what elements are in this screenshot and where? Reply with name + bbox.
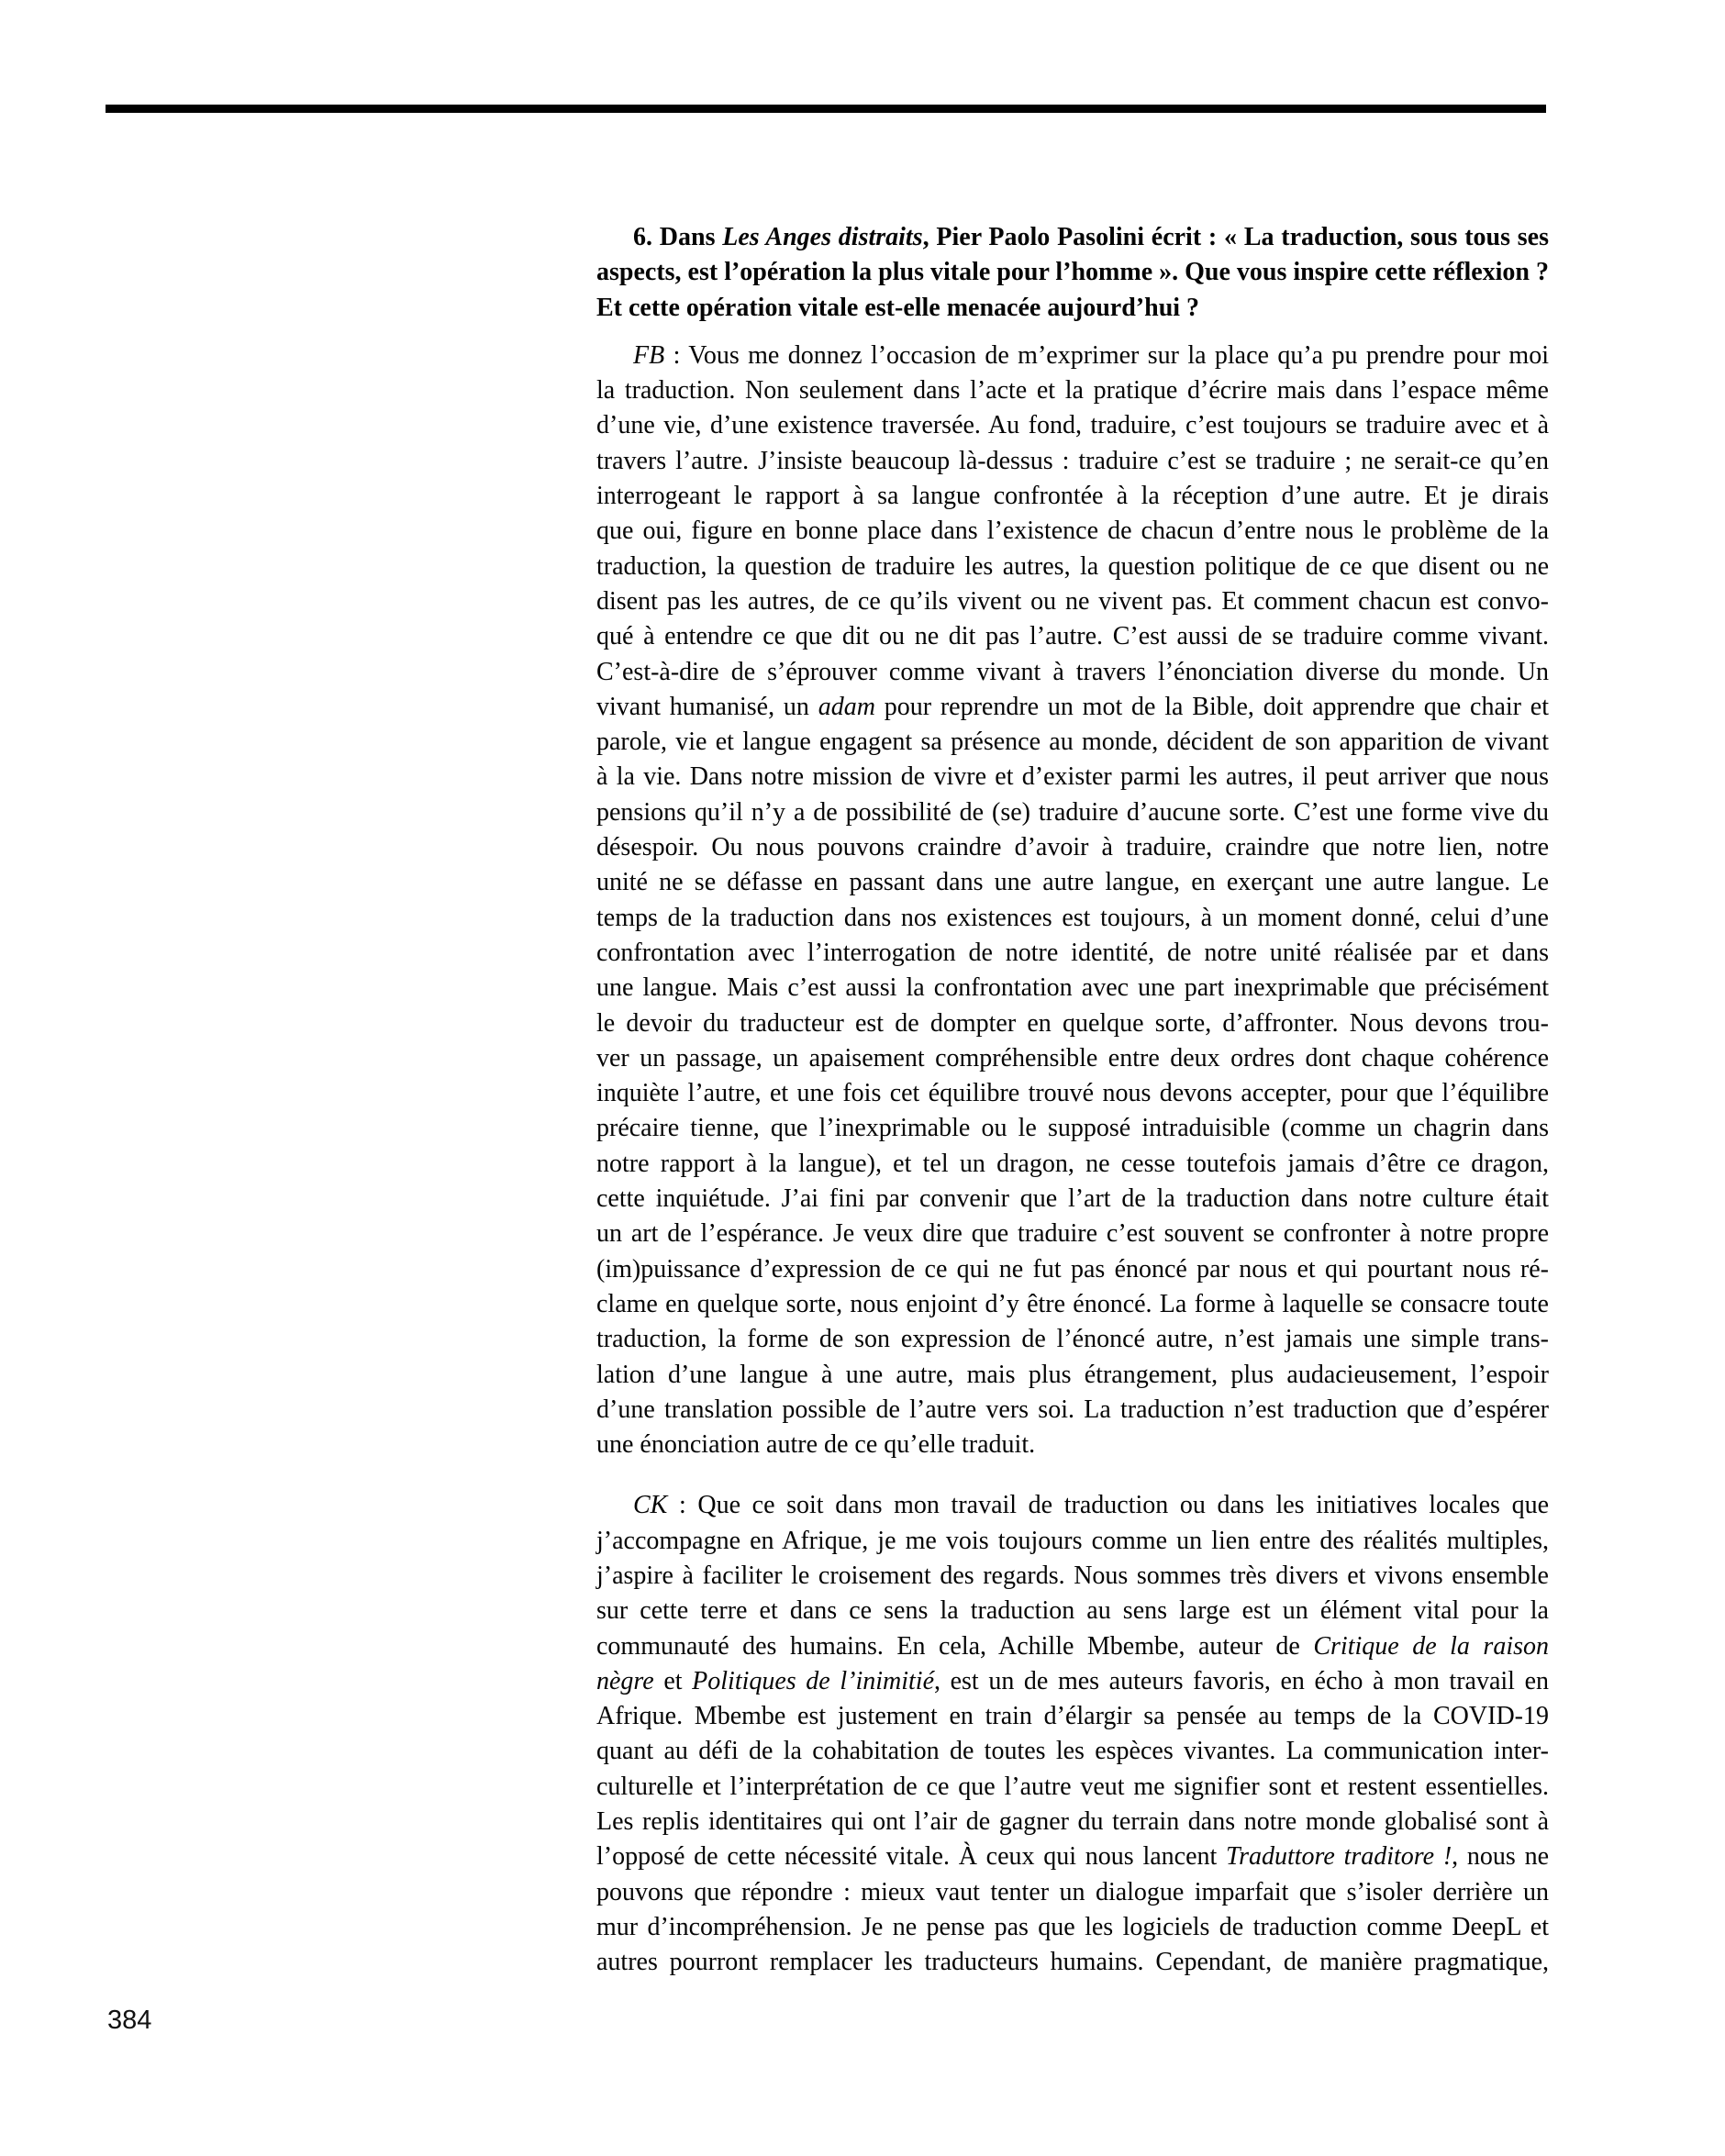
text-segment: ver un passage, un apaisement compréhensible entre deux ordres dont chaque cohérence bbox=[596, 1043, 1549, 1072]
text-line bbox=[596, 479, 1549, 514]
text-segment: pour reprendre un mot de la Bible, doit apprendre que chair et bbox=[874, 692, 1549, 721]
text-segment: disent pas les autres, de ce qu’ils vivent ou ne vivent pas. Et comment chacun est convo- bbox=[596, 586, 1549, 616]
text-line bbox=[596, 1664, 1549, 1699]
text-line bbox=[596, 255, 1549, 290]
text-line bbox=[596, 655, 1549, 690]
text-line bbox=[596, 584, 1549, 619]
text-segment: travers l’autre. J’insiste beaucoup là-dessus : traduire c’est se traduire ; ne serait-ce qu’en bbox=[596, 446, 1549, 475]
text-segment: un art de l’espérance. Je veux dire que traduire c’est souvent se confronter à notre propre bbox=[596, 1219, 1549, 1249]
text-segment: , nous ne bbox=[1452, 1842, 1549, 1872]
text-segment: qué à entendre ce que dit ou ne dit pas l’autre. C’est aussi de se traduire comme vivant. bbox=[596, 622, 1549, 651]
text-segment: communauté des humains. En cela, Achille Mbembe, auteur de bbox=[596, 1631, 1314, 1661]
text-line bbox=[596, 1182, 1549, 1217]
text-segment: que oui, figure en bonne place dans l’existence de chacun d’entre nous le problème de la bbox=[596, 517, 1549, 546]
text-segment: quant au défi de la cohabitation de toutes les espèces vivantes. La communication inter- bbox=[596, 1737, 1549, 1766]
text-segment: sur cette terre et dans ce sens la traduction au sens large est un élément vital pour la bbox=[596, 1596, 1549, 1626]
text-line bbox=[596, 865, 1549, 900]
text-segment: mur d’incompréhension. Je ne pense pas que les logiciels de traduction comme DeepL et bbox=[596, 1912, 1549, 1941]
italic-text-segment: Critique de la raison bbox=[1313, 1631, 1549, 1661]
text-segment: culturelle et l’interprétation de ce que l’autre veut me signifier sont et restent essentielles. bbox=[596, 1772, 1549, 1801]
text-line bbox=[596, 1217, 1549, 1251]
interview-question bbox=[596, 220, 1549, 326]
text-line bbox=[596, 760, 1549, 795]
text-line bbox=[596, 1594, 1549, 1628]
text-segment: Afrique. Mbembe est justement en train d’élargir sa pensée au temps de la COVID-19 bbox=[596, 1702, 1549, 1731]
text-segment: parole, vie et langue engagent sa présence au monde, décident de son apparition de vivant bbox=[596, 728, 1549, 757]
text-segment: clame en quelque sorte, nous enjoint d’y être énoncé. La forme à laquelle se consacre toute bbox=[596, 1289, 1549, 1318]
text-line bbox=[596, 1006, 1549, 1041]
text-line bbox=[596, 901, 1549, 936]
text-segment: inquiète l’autre, et une fois cet équilibre trouvé nous devons accepter, pour que l’équilibre bbox=[596, 1079, 1549, 1108]
text-segment: désespoir. Ou nous pouvons craindre d’avoir à traduire, craindre que notre lien, notre bbox=[596, 833, 1549, 862]
text-line bbox=[596, 1287, 1549, 1322]
text-line bbox=[596, 514, 1549, 549]
text-line bbox=[596, 1559, 1549, 1594]
text-line bbox=[596, 444, 1549, 479]
text-segment: précaire tienne, que l’inexprimable ou le supposé intraduisible (comme un chagrin dans bbox=[596, 1114, 1549, 1143]
text-segment: traduction, la forme de son expression de l’énoncé autre, n’est jamais une simple trans- bbox=[596, 1325, 1549, 1354]
text-segment: la traduction. Non seulement dans l’acte et la pratique d’écrire mais dans l’espace même bbox=[596, 376, 1549, 406]
text-line bbox=[596, 1041, 1549, 1076]
text-line bbox=[596, 1147, 1549, 1182]
text-line bbox=[596, 1805, 1549, 1839]
text-segment: le devoir du traducteur est de dompter en quelque sorte, d’affronter. Nous devons trou- bbox=[596, 1008, 1549, 1038]
text-line bbox=[596, 339, 1549, 373]
text-segment: interrogeant le rapport à sa langue confrontée à la réception d’une autre. Et je dirais bbox=[596, 482, 1549, 511]
text-line bbox=[596, 1734, 1549, 1769]
italic-text-segment: Traduttore traditore ! bbox=[1226, 1842, 1452, 1872]
text-line bbox=[596, 1111, 1549, 1146]
italic-text-segment: CK bbox=[633, 1491, 668, 1520]
text-line bbox=[596, 291, 1549, 326]
text-segment: , Pier Paolo Pasolini écrit : « La traduction, sous tous ses bbox=[922, 223, 1549, 251]
text-segment: unité ne se défasse en passant dans une autre langue, en exerçant une autre langue. Le bbox=[596, 868, 1549, 897]
text-line bbox=[596, 725, 1549, 760]
text-segment: j’accompagne en Afrique, je me vois toujours comme un lien entre des réalités multiples, bbox=[596, 1526, 1549, 1555]
text-line bbox=[596, 1699, 1549, 1734]
text-segment: pouvons que répondre : mieux vaut tenter un dialogue imparfait que s’isoler derrière un bbox=[596, 1877, 1549, 1906]
text-segment: j’aspire à faciliter le croisement des regards. Nous sommes très divers et vivons ensemble bbox=[596, 1561, 1549, 1590]
text-line bbox=[596, 1358, 1549, 1393]
text-segment: d’une vie, d’une existence traversée. Au fond, traduire, c’est toujours se traduire avec et à bbox=[596, 411, 1549, 440]
italic-text-segment: Politiques de l’inimitié bbox=[692, 1666, 934, 1695]
text-line bbox=[596, 690, 1549, 725]
text-segment: aspects, est l’opération la plus vitale pour l’homme ». Que vous inspire cette réflexion ? bbox=[596, 258, 1549, 287]
text-line bbox=[596, 1322, 1549, 1357]
text-line bbox=[596, 1910, 1549, 1945]
text-line bbox=[596, 1629, 1549, 1664]
italic-text-segment: FB bbox=[633, 340, 665, 370]
text-segment: : Vous me donnez l’occasion de m’exprimer sur la place qu’a pu prendre pour moi bbox=[664, 340, 1549, 370]
italic-text-segment: nègre bbox=[596, 1666, 654, 1695]
text-line bbox=[596, 550, 1549, 584]
text-line bbox=[596, 619, 1549, 654]
text-segment: Et cette opération vitale est-elle menacée aujourd’hui ? bbox=[596, 293, 1200, 322]
text-line bbox=[596, 1488, 1549, 1523]
text-line bbox=[596, 1524, 1549, 1559]
text-line bbox=[596, 936, 1549, 971]
text-line bbox=[596, 1393, 1549, 1428]
text-segment: 6. Dans bbox=[633, 223, 723, 251]
text-segment: Les replis identitaires qui ont l’air de gagner du terrain dans notre monde globalisé sont à bbox=[596, 1807, 1549, 1837]
text-segment: à la vie. Dans notre mission de vivre et d’exister parmi les autres, il peut arriver que nous bbox=[596, 762, 1549, 792]
text-line bbox=[596, 408, 1549, 443]
text-segment: cette inquiétude. J’ai fini par convenir que l’art de la traduction dans notre culture était bbox=[596, 1184, 1549, 1214]
text-line bbox=[596, 220, 1549, 255]
text-segment: traduction, la question de traduire les autres, la question politique de ce que disent ou ne bbox=[596, 551, 1549, 581]
text-segment: pensions qu’il n’y a de possibilité de (se) traduire d’aucune sorte. C’est une forme vive du bbox=[596, 797, 1549, 827]
text-segment: lation d’une langue à une autre, mais plus étrangement, plus audacieusement, l’espoir bbox=[596, 1360, 1549, 1389]
italic-text-segment: adam bbox=[818, 692, 875, 721]
text-segment: d’une translation possible de l’autre vers soi. La traduction n’est traduction que d’espérer bbox=[596, 1395, 1549, 1424]
page-number: 384 bbox=[107, 2006, 152, 2035]
text-segment: : Que ce soit dans mon travail de traduction ou dans les initiatives locales que bbox=[667, 1491, 1549, 1520]
italic-text-segment: Les Anges distraits bbox=[722, 223, 923, 251]
text-line bbox=[596, 1839, 1549, 1874]
text-segment: l’opposé de cette nécessité vitale. À ceux qui nous lancent bbox=[596, 1842, 1227, 1872]
text-segment: une énonciation autre de ce qu’elle traduit. bbox=[596, 1430, 1036, 1460]
text-segment: et bbox=[653, 1666, 693, 1695]
answer-paragraph-fb bbox=[596, 339, 1549, 1463]
text-column bbox=[596, 220, 1549, 1981]
text-line bbox=[596, 971, 1549, 1006]
text-segment: vivant humanisé, un bbox=[596, 692, 818, 721]
text-line bbox=[596, 373, 1549, 408]
text-line bbox=[596, 1252, 1549, 1287]
top-rule bbox=[106, 105, 1546, 113]
text-line bbox=[596, 1945, 1549, 1980]
text-segment: , est un de mes auteurs favoris, en écho à mon travail en bbox=[934, 1666, 1549, 1695]
text-segment: (im)puissance d’expression de ce qui ne fut pas énoncé par nous et qui pourtant nous ré- bbox=[596, 1254, 1549, 1284]
text-line bbox=[596, 1770, 1549, 1805]
text-segment: temps de la traduction dans nos existences est toujours, à un moment donné, celui d’une bbox=[596, 903, 1549, 932]
text-segment: C’est-à-dire de s’éprouver comme vivant à travers l’énonciation diverse du monde. Un bbox=[596, 657, 1549, 686]
text-line bbox=[596, 1076, 1549, 1111]
text-segment: une langue. Mais c’est aussi la confrontation avec une part inexprimable que précisément bbox=[596, 973, 1549, 1003]
answer-paragraph-ck bbox=[596, 1488, 1549, 1980]
text-line bbox=[596, 830, 1549, 865]
text-line bbox=[596, 1875, 1549, 1910]
text-line bbox=[596, 1428, 1549, 1462]
text-line bbox=[596, 795, 1549, 830]
text-segment: autres pourront remplacer les traducteurs humains. Cependant, de manière pragmatique, bbox=[596, 1948, 1549, 1977]
text-segment: confrontation avec l’interrogation de notre identité, de notre unité réalisée par et dans bbox=[596, 938, 1549, 967]
text-segment: notre rapport à la langue), et tel un dragon, ne cesse toutefois jamais d’être ce dragon, bbox=[596, 1149, 1549, 1178]
